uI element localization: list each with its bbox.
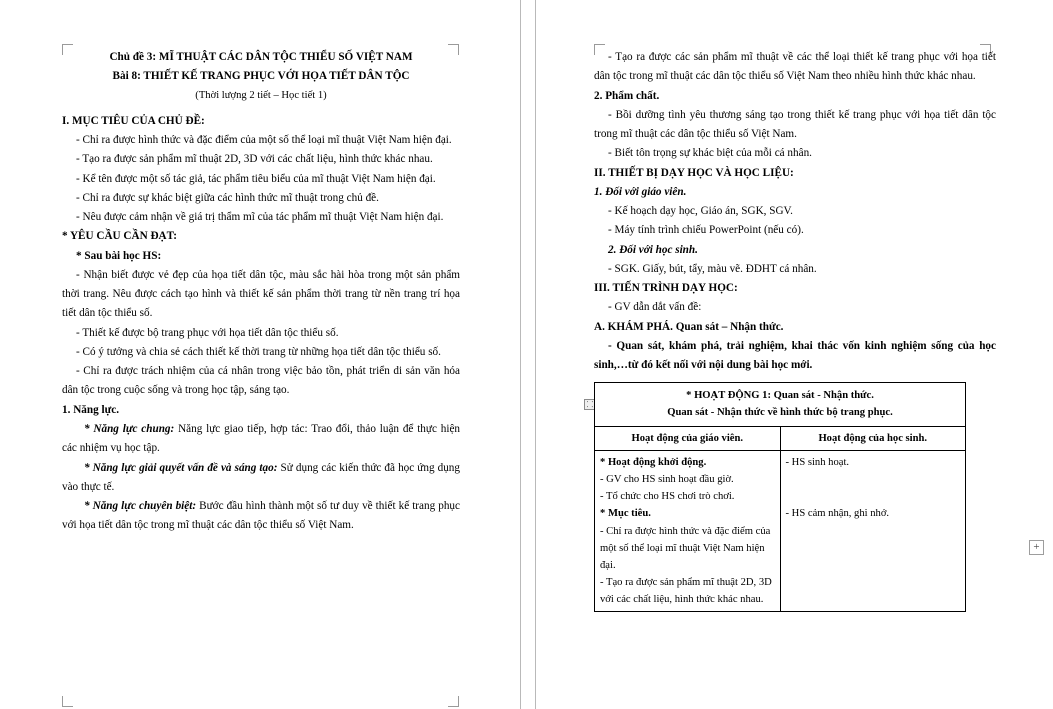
column-header-student: Hoạt động của học sinh. [780, 426, 966, 450]
column-header-teacher: Hoạt động của giáo viên. [595, 426, 781, 450]
paragraph: - Chỉ ra được hình thức và đặc điểm của một số thể loại mĩ thuật Việt Nam hiện đại. [600, 525, 771, 571]
section-heading-quality: 2. Phẩm chất. [594, 89, 660, 102]
table-row [595, 382, 966, 426]
paragraph-spacer [786, 471, 961, 488]
crop-mark-bottom-left [62, 696, 73, 707]
paragraph: - Có ý tưởng và chia sẻ cách thiết kế thời trang từ những họa tiết dân tộc thiểu số. [76, 345, 441, 358]
section-heading-process: III. TIẾN TRÌNH DẠY HỌC: [594, 282, 738, 295]
activity-title-line-1: * HOẠT ĐỘNG 1: Quan sát - Nhận thức. [686, 389, 874, 401]
paragraph: - Nhận biết được vẻ đẹp của họa tiết dân tộc, màu sắc hài hòa trong một sản phẩm thời trang. Nêu được cách tạo hình và thiết kế sản phẩm thời trang từ nền trang trí họa tiết dân tộc thiểu số. [62, 268, 460, 320]
paragraph: - Tạo ra được sản phẩm mĩ thuật 2D, 3D với các chất liệu, hình thức khác nhau. [76, 153, 433, 166]
section-heading-objectives: I. MỤC TIÊU CỦA CHỦ ĐỀ: [62, 114, 205, 127]
cell-teacher-activities [595, 450, 781, 611]
object-anchor-label: ⸬ [586, 400, 593, 409]
paragraph: - Máy tính trình chiếu PowerPoint (nếu có). [608, 224, 804, 237]
run-text: Năng lực giao tiếp, hợp tác: Trao đổi, thảo luận để thực hiện các nhiệm vụ học tập. [62, 423, 460, 455]
paragraph: - Quan sát, khám phá, trải nghiệm, khai thác vốn kinh nghiệm sống của học sinh,…từ đó kết nối với nội dung bài học mới. [594, 339, 996, 372]
document-title-line-2: Bài 8: THIẾT KẾ TRANG PHỤC VỚI HỌA TIẾT DÂN TỘC [112, 70, 410, 83]
run-text: Bước đầu hình thành một số tư duy về thiết kế trang phục với họa tiết dân tộc trong mĩ thuật các dân tộc thiểu số Việt Nam. [62, 500, 460, 532]
paragraph: - GV cho HS sinh hoạt đầu giờ. [600, 474, 734, 486]
run-italic-lead: * Năng lực chung: [84, 423, 175, 435]
paragraph: - Tạo ra được sản phẩm mĩ thuật 2D, 3D với các chất liệu, hình thức khác nhau. [600, 577, 772, 606]
paragraph: - HS cảm nhận, ghi nhớ. [785, 508, 890, 520]
insert-row-label: + [1033, 541, 1040, 553]
page-left [0, 0, 520, 709]
subheading-after-lesson: * Sau bài học HS: [76, 249, 162, 262]
paragraph: - Bồi dưỡng tình yêu thương sáng tạo trong thiết kế trang phục với họa tiết dân tộc trong mĩ thuật các dân tộc thiểu số Việt Nam. [594, 108, 996, 141]
subheading-for-teacher: 1. Đối với giáo viên. [594, 185, 687, 198]
paragraph-spacer [786, 488, 961, 505]
paragraph [62, 459, 460, 498]
table-header-row [595, 426, 966, 450]
paragraph: * Mục tiêu. [600, 508, 651, 520]
run-italic-lead: * Năng lực chuyên biệt: [84, 500, 197, 513]
subheading-for-student: 2. Đối với học sinh. [608, 243, 698, 256]
paragraph: - SGK. Giấy, bút, tẩy, màu vẽ. ĐDHT cá nhân. [608, 262, 817, 275]
paragraph [62, 497, 460, 536]
paragraph: - Chỉ ra được sự khác biệt giữa các hình thức mĩ thuật trong chủ đề. [76, 191, 379, 204]
activity-table-title [595, 382, 966, 426]
paragraph: - Thiết kế được bộ trang phục với họa tiết dân tộc thiểu số. [76, 326, 339, 339]
paragraph: - Kế hoạch dạy học, Giáo án, SGK, SGV. [608, 205, 793, 218]
run-italic-lead: * Năng lực giải quyết vấn đề và sáng tạo: [84, 461, 278, 474]
paragraph: - Nêu được cảm nhận về giá trị thẩm mĩ của tác phẩm mĩ thuật Việt Nam hiện đại. [76, 211, 444, 224]
section-heading-explore: A. KHÁM PHÁ. Quan sát – Nhận thức. [594, 320, 784, 333]
paragraph: - Chỉ ra được hình thức và đặc điểm của một số thể loại mĩ thuật Việt Nam hiện đại. [76, 134, 452, 147]
paragraph: - Kể tên được một số tác giả, tác phẩm tiêu biểu của mĩ thuật Việt Nam hiện đại. [76, 172, 436, 185]
activity-title-line-2: Quan sát - Nhận thức về hình thức bộ trang phục. [667, 406, 893, 418]
paragraph: - Biết tôn trọng sự khác biệt của mỗi cá nhân. [608, 147, 812, 160]
paragraph [62, 420, 460, 459]
insert-row-button[interactable] [1029, 540, 1044, 555]
page-left-body [62, 48, 460, 536]
cell-student-activities [780, 450, 966, 611]
section-heading-competence: 1. Năng lực. [62, 403, 120, 416]
run-text: Sử dụng các kiến thức đã học ứng dụng vào thực tế. [62, 461, 460, 493]
page-gutter [520, 0, 536, 709]
section-heading-requirements: * YÊU CẦU CẦN ĐẠT: [62, 230, 177, 243]
document-subtitle: (Thời lượng 2 tiết – Học tiết 1) [195, 89, 327, 101]
paragraph: - Tạo ra được các sản phẩm mĩ thuật về các thể loại thiết kế trang phục với họa tiết dân tộc trong mĩ thuật các dân tộc thiểu số Việt Nam theo nhiều hình thức khác nhau. [594, 51, 996, 83]
activity-table [594, 382, 966, 613]
table-row [595, 450, 966, 611]
document-title-line-1: Chủ đề 3: MĨ THUẬT CÁC DÂN TỘC THIỂU SỐ VIỆT NAM [109, 51, 413, 63]
crop-mark-bottom-right [448, 696, 459, 707]
paragraph: - GV dẫn dắt vấn đề: [608, 301, 702, 314]
section-heading-equipment: II. THIẾT BỊ DẠY HỌC VÀ HỌC LIỆU: [594, 166, 794, 179]
paragraph: * Hoạt động khởi động. [600, 456, 707, 468]
paragraph: - Chỉ ra được trách nhiệm của cá nhân trong việc bảo tồn, phát triển di sản văn hóa dân tộc trong cuộc sống và trong học tập, sáng tạo. [62, 365, 460, 397]
page-right [536, 0, 1053, 709]
page-right-body [594, 48, 996, 612]
paragraph: - HS sinh hoạt. [785, 456, 850, 468]
paragraph: - Tổ chức cho HS chơi trò chơi. [600, 491, 735, 503]
